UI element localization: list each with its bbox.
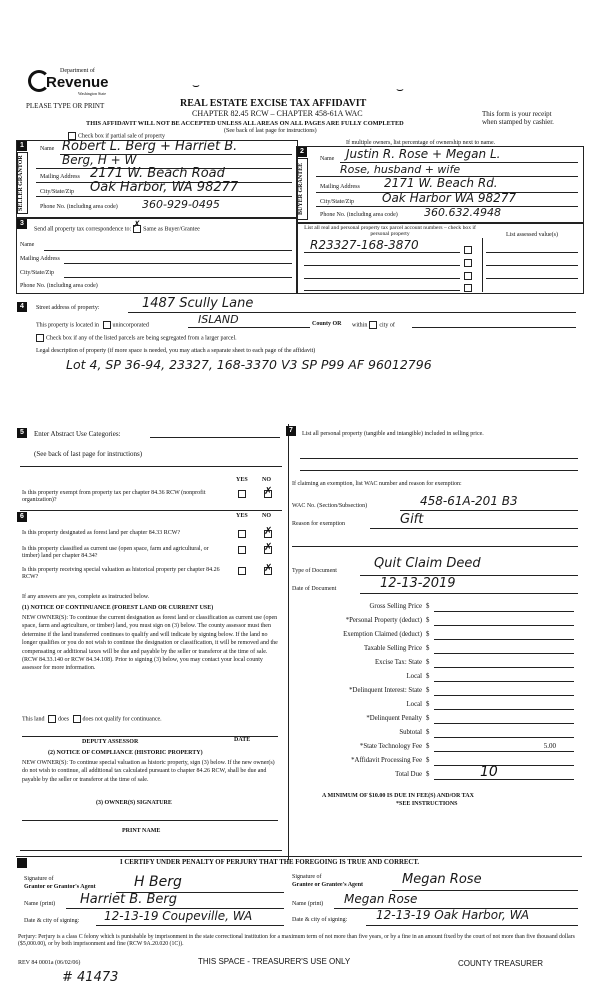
tax-row (292, 614, 578, 627)
street-value: 1487 Scully Lane (142, 296, 254, 311)
minimum-due: A MINIMUM OF $10.00 IS DUE IN FEE(S) AND/OR TAX (322, 793, 474, 799)
city-checkbox[interactable] (369, 321, 377, 329)
tax-row (292, 764, 578, 781)
tax-row (292, 754, 578, 767)
section-number-2: 2 (297, 147, 307, 157)
tax-row-label: *Personal Property (deduct) (345, 617, 422, 624)
handwritten-number: # 41473 (62, 970, 119, 985)
tax-row-label: Gross Selling Price (369, 603, 422, 610)
section-number-4: 4 (17, 302, 27, 312)
parcel-1-personal-checkbox[interactable] (464, 246, 472, 254)
buyer-name-label: Name (320, 156, 335, 162)
personal-property-label: List all personal property (tangible and intangible) included in selling price. (302, 431, 484, 437)
tax-row-label: Excise Tax: State (375, 659, 422, 666)
tax-row-currency: $ (426, 645, 430, 652)
grantor-sig-label-2: Grantor or Grantor's Agent (24, 884, 96, 890)
multiple-owners-note: If multiple owners, list percentage of ownership next to name. (346, 140, 496, 146)
doc-date-label: Date of Document (292, 586, 337, 592)
section-number-7: 7 (286, 426, 296, 436)
legal-label: Legal description of property (if more space is needed, you may attach a separate sheet to each page of the affidavit) (36, 348, 316, 354)
tax-row-currency: $ (426, 631, 430, 638)
unincorporated-checkbox[interactable] (103, 321, 111, 329)
parcel-header: List all real and personal property tax parcel account numbers – check box if personal property (304, 225, 476, 237)
notice-1-title: (1) NOTICE OF CONTINUANCE (FOREST LAND OR CURRENT USE) (22, 605, 214, 611)
tax-row (292, 628, 578, 641)
doc-type-label: Type of Document (292, 568, 337, 574)
partial-sale-checkbox-row[interactable]: Check box if partial sale of property (66, 132, 165, 140)
buyer-mailing-label: Mailing Address (320, 184, 360, 190)
tax-row-currency: $ (426, 757, 430, 764)
county-value: ISLAND (198, 313, 239, 326)
buyer-phone-label: Phone No. (including area code) (320, 212, 398, 218)
grantee-date-label: Date & city of signing: (292, 917, 348, 923)
buyer-name-2: Rose, husband + wife (340, 163, 461, 176)
notice-2-body: NEW OWNER(S): To continue special valuation as historic property, sign (3) below. If the new owner(s) do not wish to continue, all additional tax calculated pursuant to chapter 84.26 RCW, shall be due and payable by the seller or transferor at the time of sale. (22, 760, 275, 783)
corner-mark-right: ⌣ (396, 82, 404, 96)
parcel-1: R23327-168-3870 (310, 238, 419, 252)
seller-phone: 360-929-0495 (142, 198, 220, 211)
county-or: County OR (312, 321, 342, 327)
abstract-use-label: Enter Abstract Use Categories: (34, 430, 121, 438)
segregated-row: Check box if any of the listed parcels are being segregated from a larger parcel. (34, 334, 237, 342)
does-not-checkbox[interactable] (73, 715, 81, 723)
tax-row (292, 712, 578, 725)
tax-row-label: *State Technology Fee (359, 743, 422, 750)
q4-yes-checkbox[interactable] (238, 567, 246, 575)
grantee-sig-label-2: Grantee or Grantee's Agent (292, 882, 364, 888)
seller-side-label: SELLER GRANTOR (17, 152, 28, 214)
within-row: within city of (352, 322, 395, 329)
doc-type-value: Quit Claim Deed (374, 556, 481, 571)
q1: Is this property exempt from property tax per chapter 84.36 RCW (nonprofit organization)? (22, 490, 206, 503)
grantor-signature: H Berg (134, 874, 182, 890)
tax-row-label: Local (406, 701, 422, 708)
buyer-phone: 360.632.4948 (424, 206, 501, 219)
parcel-4-personal-checkbox[interactable] (464, 284, 472, 292)
buyer-name-1: Justin R. Rose + Megan L. (346, 147, 501, 161)
see-back-top: (See back of last page for instructions) (224, 128, 317, 134)
tax-row (292, 684, 578, 697)
notice-1-body: NEW OWNER(S): To continue the current designation as forest land or classification as current use (open space, farm and agriculture, or timber) land, you must sign on (3) below. The county assessor must then determine if the land transferred continues to qualify and will indicate by signing below. If the land no longer qualifies or you do not wish to continue the designation or classification, it will be removed and the compensating or additional taxes will be due and payable by the seller or transferor at the time of sale. (RCW 84.33.140 or RCW 84.34.108). Prior to signing (3) below, you may contact your local county assessor for more information. (22, 615, 278, 672)
q2-no-checkbox[interactable]: ✗ (264, 526, 273, 537)
doc-date-value: 12-13-2019 (380, 576, 456, 591)
receipt-line: This form is your receipt (482, 110, 552, 118)
grantor-sig-label: Signature of (24, 876, 54, 882)
q3-no-checkbox[interactable]: ✗ (264, 542, 273, 553)
tax-row-currency: $ (426, 701, 430, 708)
tax-row-currency: $ (426, 603, 430, 610)
parcel-2-personal-checkbox[interactable] (464, 259, 472, 267)
county-treasurer: COUNTY TREASURER (458, 959, 544, 968)
if-yes-note: If any answers are yes, complete as instructed below. (22, 594, 150, 600)
certify-text: I CERTIFY UNDER PENALTY OF PERJURY THAT THE FOREGOING IS TRUE AND CORRECT. (120, 859, 420, 866)
q4: Is this property receiving special valuation as historical property per chapter 84.26 RCW? (22, 567, 220, 580)
grantor-name: Harriet B. Berg (80, 892, 177, 907)
tax-row-currency: $ (426, 743, 430, 750)
buyer-mailing: 2171 W. Beach Rd. (384, 176, 498, 190)
buyer-city: Oak Harbor WA 98277 (382, 191, 517, 205)
tax-row (292, 698, 578, 711)
tax-row (292, 670, 578, 683)
logo-word: Revenue (46, 74, 109, 91)
deputy-date: DATE (234, 737, 251, 743)
print-name-label: PRINT NAME (122, 828, 161, 834)
corr-name-label: Name (20, 242, 35, 248)
seller-phone-label: Phone No. (including area code) (40, 204, 118, 210)
tax-row-currency: $ (426, 617, 430, 624)
grantee-name-label: Name (print) (292, 901, 324, 907)
tax-row (292, 740, 578, 753)
tax-row (292, 726, 578, 739)
tax-row-currency: $ (426, 715, 430, 722)
yes-header-2: YES (236, 513, 248, 519)
grantor-date: 12-13-19 Coupeville, WA (104, 909, 253, 923)
section-number-3: 3 (17, 219, 27, 229)
tax-row (292, 656, 578, 669)
assessed-header: List assessed value(s) (506, 232, 558, 238)
q3: Is this property classified as current use (open space, farm and agricultural, or timber) land per chapter 84.34? (22, 546, 209, 559)
type-or-print: PLEASE TYPE OR PRINT (26, 102, 105, 110)
q2: Is this property designated as forest land per chapter 84.33 RCW? (22, 530, 181, 536)
location-row: This property is located in unincorporated (36, 322, 149, 329)
tax-row-currency: $ (426, 687, 430, 694)
tax-table (292, 600, 578, 784)
section5-see-back: (See back of last page for instructions) (34, 450, 143, 458)
tax-row-value: 5.00 (543, 742, 556, 750)
yes-header-1: YES (236, 477, 248, 483)
legal-value: Lot 4, SP 36-94, 23327, 168-3370 V3 SP P99 AF 96012796 (66, 357, 432, 372)
q2-yes-checkbox[interactable] (238, 530, 246, 538)
seller-mailing-label: Mailing Address (40, 174, 80, 180)
form-number: REV 84 0001a (06/02/06) (18, 960, 81, 966)
section-number-5: 5 (17, 428, 27, 438)
notice-2-title: (2) NOTICE OF COMPLIANCE (HISTORIC PROPERTY) (48, 750, 203, 756)
treasurer-space: THIS SPACE - TREASURER'S USE ONLY (198, 957, 351, 966)
tax-row (292, 642, 578, 655)
grantee-sig-label: Signature of (292, 874, 322, 880)
tax-row-value: 10 (480, 764, 498, 780)
owners-signature-title: (3) OWNER(S) SIGNATURE (96, 800, 172, 806)
tax-row-currency: $ (426, 659, 430, 666)
see-instructions: *SEE INSTRUCTIONS (396, 801, 458, 807)
tax-row-label: *Affidavit Processing Fee (351, 757, 422, 764)
seller-mailing: 2171 W. Beach Road (90, 166, 225, 181)
seller-city-label: City/State/Zip (40, 189, 74, 195)
q1-yes-checkbox[interactable] (238, 490, 246, 498)
corr-mailing-label: Mailing Address (20, 256, 60, 262)
seller-name-2: Berg, H + W (62, 153, 137, 167)
seller-name-label: Name (40, 146, 55, 152)
no-header-1: NO (262, 477, 271, 483)
logo-dept: Department of (60, 68, 95, 74)
buyer-city-label: City/State/Zip (320, 199, 354, 205)
buyer-side-label: BUYER GRANTEE (297, 158, 308, 220)
corr-city-label: City/State/Zip (20, 270, 54, 276)
q1-no-checkbox[interactable]: ✗ (264, 486, 273, 497)
section-number-1: 1 (17, 141, 27, 151)
q4-no-checkbox[interactable]: ✗ (264, 563, 273, 574)
grantee-date: 12-13-19 Oak Harbor, WA (376, 908, 530, 922)
deputy-assessor: DEPUTY ASSESSOR (82, 739, 139, 745)
q3-yes-checkbox[interactable] (238, 546, 246, 554)
same-as-buyer-checkbox[interactable]: ✗ (133, 225, 141, 233)
seller-city: Oak Harbor, WA 98277 (90, 180, 239, 195)
tax-row-currency: $ (426, 729, 430, 736)
logo-state: Washington State (78, 91, 107, 96)
reason-label: Reason for exemption (292, 521, 345, 527)
receipt-line-2: when stamped by cashier. (482, 118, 554, 126)
seller-name-1: Robert L. Berg + Harriet B. (62, 139, 238, 154)
tax-row-currency: $ (426, 673, 430, 680)
warning-line: THIS AFFIDAVIT WILL NOT BE ACCEPTED UNLESS ALL AREAS ON ALL PAGES ARE FULLY COMPLETED (86, 120, 404, 127)
tax-row-label: Exemption Claimed (deduct) (343, 631, 422, 638)
wac-value: 458-61A-201 B3 (420, 494, 518, 508)
form-title: REAL ESTATE EXCISE TAX AFFIDAVIT (180, 98, 367, 109)
wac-label: WAC No. (Section/Subsection) (292, 503, 368, 509)
tax-row (292, 600, 578, 613)
tax-row-label: Subtotal (399, 729, 422, 736)
street-label: Street address of property: (36, 305, 100, 311)
does-checkbox[interactable] (48, 715, 56, 723)
grantee-signature: Megan Rose (402, 872, 482, 887)
corr-phone-label: Phone No. (including area code) (20, 283, 98, 289)
section-number-6: 6 (17, 512, 27, 522)
tax-row-label: *Delinquent Penalty (366, 715, 422, 722)
corner-mark-left: ⌣ (192, 78, 200, 92)
exemption-label: If claiming an exemption, list WAC number and reason for exemption: (292, 481, 462, 487)
parcel-3-personal-checkbox[interactable] (464, 272, 472, 280)
grantor-date-label: Date & city of signing: (24, 918, 80, 924)
chapter-line: CHAPTER 82.45 RCW – CHAPTER 458-61A WAC (192, 109, 363, 118)
continuance-row: This land does does not qualify for continuance. (22, 716, 162, 723)
tax-row-label: Local (406, 673, 422, 680)
tax-row-label: *Delinquent Interest: State (349, 687, 422, 694)
reason-value: Gift (400, 512, 424, 527)
tax-row-currency: $ (426, 771, 430, 778)
tax-row-label: Taxable Selling Price (363, 645, 422, 652)
segregated-checkbox[interactable] (36, 334, 44, 342)
tax-row-label: Total Due (395, 771, 422, 778)
correspondence-row: Send all property tax correspondence to: ✗ Same as Buyer/Grantee (34, 219, 200, 233)
no-header-2: NO (262, 513, 271, 519)
grantee-name: Megan Rose (344, 892, 418, 906)
section-number-8-marker (17, 858, 27, 868)
grantor-name-label: Name (print) (24, 901, 56, 907)
perjury-note: Perjury: Perjury is a class C felony which is punishable by imprisonment in the state correctional institution for a maximum term of not more than five years, or by a fine in an amount fixed by the court of not more than five thousand dollars ($5,000.00), or by both imprisonment and fine (RCW 9A.20.020 (1C)). (18, 934, 575, 947)
